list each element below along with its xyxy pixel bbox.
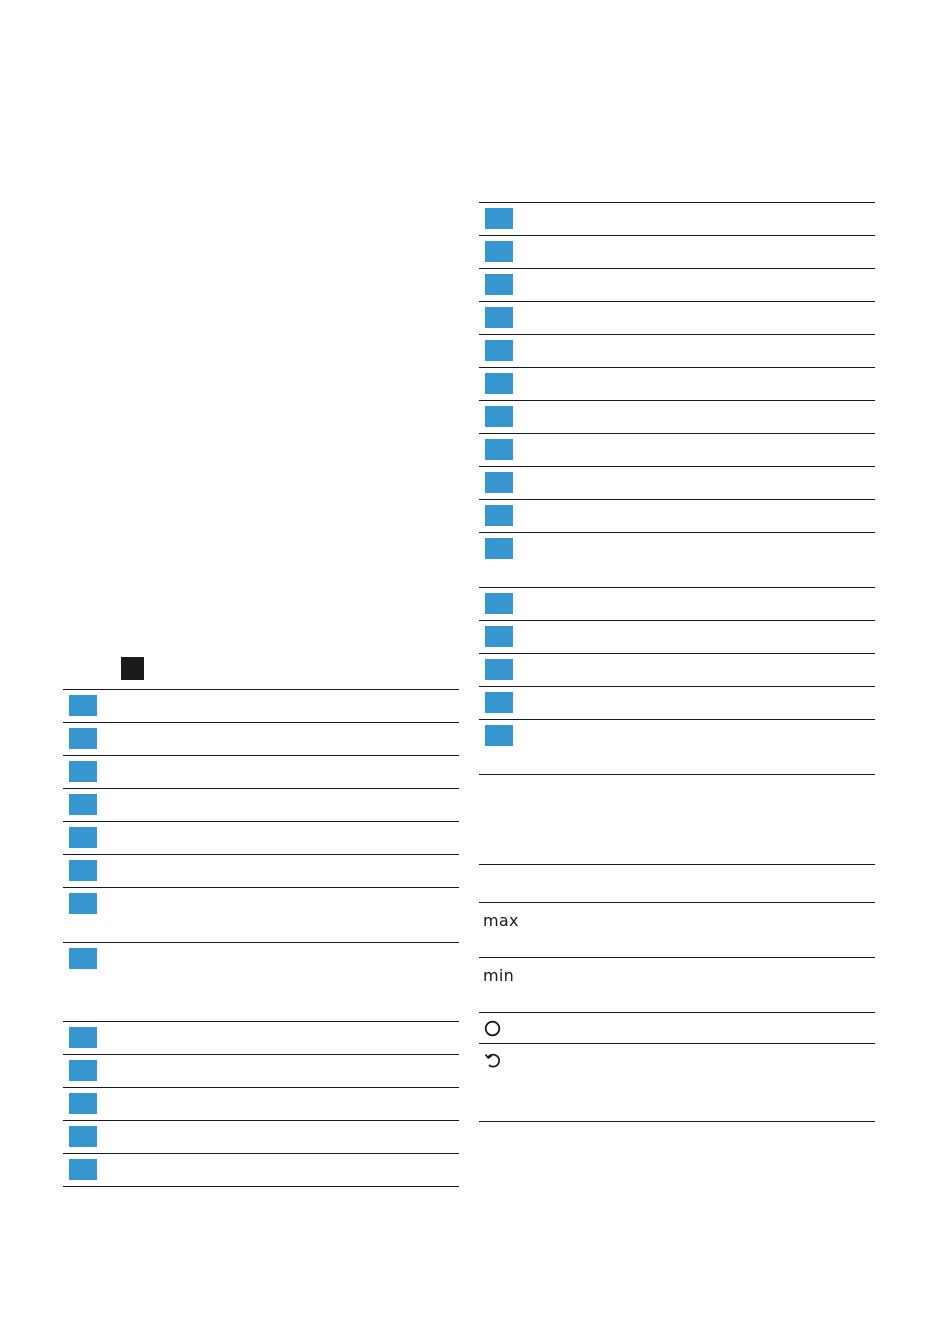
row-badge xyxy=(485,241,513,262)
symbol-row xyxy=(479,1013,875,1044)
row-badge xyxy=(69,1027,97,1048)
row-badge xyxy=(485,307,513,328)
row-badge xyxy=(485,208,513,229)
row-badge xyxy=(69,695,97,716)
row-badge xyxy=(485,439,513,460)
table-row xyxy=(63,789,459,822)
row-badge xyxy=(485,725,513,746)
symbol-table xyxy=(479,865,875,1122)
row-badge xyxy=(485,626,513,647)
circle-icon xyxy=(484,1020,501,1037)
row-badge xyxy=(69,860,97,881)
table-row xyxy=(479,401,875,434)
table-row xyxy=(479,654,875,687)
symbol-row xyxy=(479,958,875,1013)
table-row xyxy=(479,467,875,500)
row-badge xyxy=(485,538,513,559)
row-badge xyxy=(69,1060,97,1081)
symbol-row xyxy=(479,1044,875,1122)
row-badge xyxy=(69,827,97,848)
table-row xyxy=(479,368,875,401)
row-badge xyxy=(69,794,97,815)
table-row xyxy=(63,1088,459,1121)
table-row xyxy=(479,687,875,720)
table-row xyxy=(63,1055,459,1088)
row-badge xyxy=(485,373,513,394)
symbol-row xyxy=(479,903,875,958)
row-badge xyxy=(69,893,97,914)
row-badge xyxy=(485,406,513,427)
table-row xyxy=(63,888,459,943)
table-row xyxy=(479,720,875,775)
row-badge xyxy=(485,659,513,680)
row-badge xyxy=(69,1093,97,1114)
table-row xyxy=(479,203,875,236)
symbol-row xyxy=(479,865,875,903)
table-row xyxy=(63,855,459,888)
table-row xyxy=(479,236,875,269)
table-row xyxy=(63,690,459,723)
table-row xyxy=(63,1022,459,1055)
symbol-label-min: min xyxy=(483,966,515,985)
table-row xyxy=(479,434,875,467)
table-row xyxy=(63,1121,459,1154)
table-row xyxy=(63,723,459,756)
table-row xyxy=(479,302,875,335)
table-row xyxy=(479,621,875,654)
row-badge xyxy=(485,505,513,526)
row-badge xyxy=(69,1159,97,1180)
row-badge xyxy=(485,340,513,361)
black-square-icon xyxy=(121,657,144,680)
row-badge xyxy=(69,761,97,782)
row-badge xyxy=(485,274,513,295)
row-badge xyxy=(69,1126,97,1147)
table-row xyxy=(63,943,459,1022)
right-table xyxy=(479,203,875,775)
row-badge xyxy=(485,692,513,713)
table-row xyxy=(479,269,875,302)
table-row xyxy=(479,335,875,368)
table-row xyxy=(63,822,459,855)
table-row xyxy=(479,500,875,533)
table-row xyxy=(479,533,875,588)
table-row xyxy=(63,1154,459,1187)
table-row xyxy=(479,588,875,621)
row-badge xyxy=(69,728,97,749)
row-badge xyxy=(485,593,513,614)
row-badge xyxy=(485,472,513,493)
table-row xyxy=(63,756,459,789)
row-badge xyxy=(69,948,97,969)
rotate-arrow-icon xyxy=(484,1051,502,1069)
left-table xyxy=(63,690,459,1187)
symbol-label-max: max xyxy=(483,911,519,930)
